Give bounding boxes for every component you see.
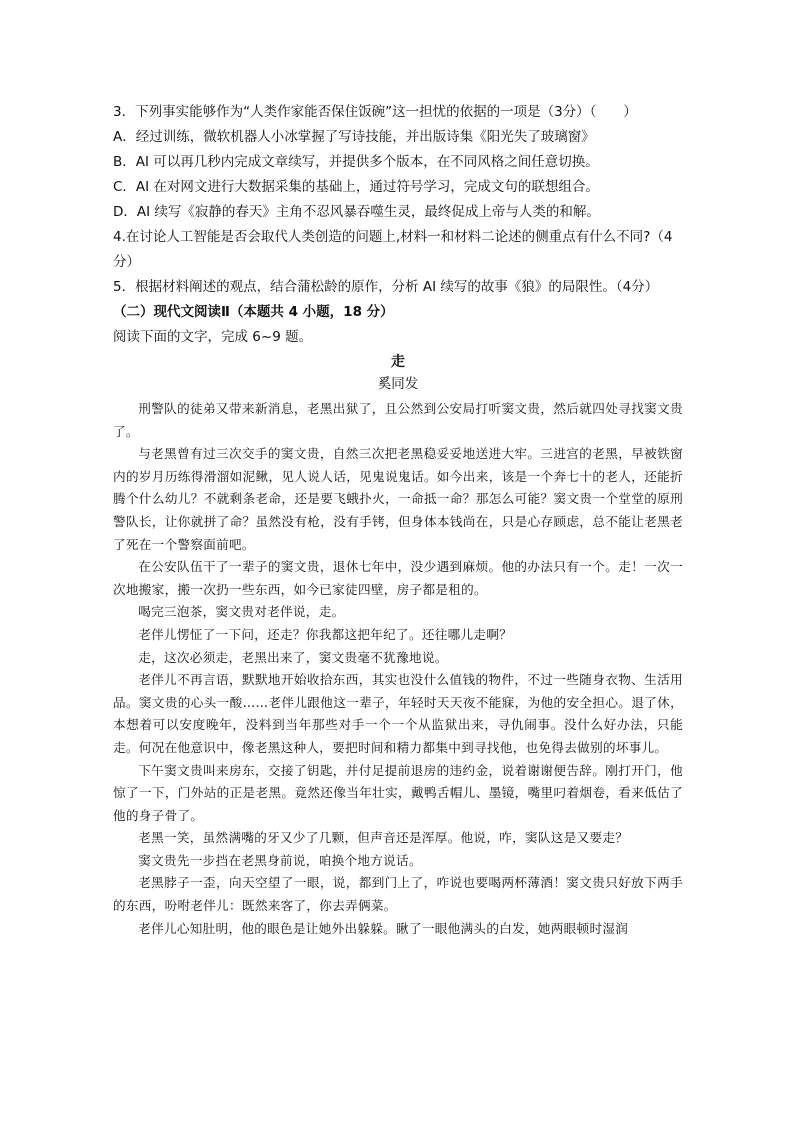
story-title: 走 [391,354,405,370]
reading-instruction: 阅读下面的文字，完成 6~9 题。 [113,329,313,345]
question-4: 4.在讨论人工智能是否会取代人类创造的问题上,材料一和材料二论述的侧重点有什么不同?（4分） [113,229,673,270]
story-paragraph: 在公安队伍干了一辈子的窦文贵，退休七年中，没少遇到麻烦。他的办法只有一个。走！一次一次地搬家，搬一次扔一些东西，如今已家徒四壁，房子都是租的。 [113,559,683,597]
question-3-stem: 3．下列事实能够作为“人类作家能否保住饭碗”这一担忧的依据的一项是（3分）（ ） [113,104,637,120]
story-paragraph: 与老黑曾有过三次交手的窦文贵，自然三次把老黑稳妥妥地送进大牢。三进宫的老黑，早被铁窗内的岁月历练得滑溜如泥鳅，见人说人话，见鬼说鬼话。如今出来，该是一个奔七十的老人，还能折腾个什么幼儿？不就剩条老命，还是要飞蛾扑火，一命抵一命？那怎么可能？窦文贵一个堂堂的原刑警队长，让你就拼了命？虽然没有枪，没有手铐，但身体本钱尚在，只是心存顾虑，总不能让老黑老了死在一个警察面前吧。 [113,446,683,552]
story-paragraph: 老伴儿心知肚明，他的眼色是让她外出躲躲。瞅了一眼他满头的白发，她两眼顿时湿润 [138,920,629,936]
story-paragraph: 窦文贵先一步挡在老黑身前说，咱换个地方说话。 [138,852,422,868]
story-paragraph: 走，这次必须走，老黑出来了，窦文贵毫不犹豫地说。 [138,649,448,665]
question-3-option-b: B．AI 可以再几秒内完成文章续写，并提供多个版本，在不同风格之间任意切换。 [113,154,599,170]
story-author: 奚同发 [377,376,419,392]
questions-block [113,100,683,350]
question-3-option-d: D．AI 续写《寂静的春天》主角不忍风暴吞噬生灵，最终促成上帝与人类的和解。 [113,204,600,220]
section-title: （二）现代文阅读Ⅱ（本题共 4 小题，18 分） [113,304,394,320]
story-paragraph: 喝完三泡茶，窦文贵对老伴说，走。 [138,604,345,620]
story-paragraph: 老伴儿愣怔了一下问，还走？你我都这把年纪了。还往哪儿走啊？ [138,626,513,642]
story-paragraph: 刑警队的徒弟又带来新消息，老黑出狱了，且公然到公安局打听窦文贵，然后就四处寻找窦文贵了。 [113,401,683,439]
story-paragraph: 老黑脖子一歪，向天空望了一眼，说，都到门上了，咋说也要喝两杯薄酒！窦文贵只好放下两手的东西，吩咐老伴儿：既然来客了，你去弄俩菜。 [113,875,683,914]
question-5: 5．根据材料阐述的观点，结合蒲松龄的原作，分析 AI 续写的故事《狼》的局限性。（4分） [113,279,659,295]
story-paragraph: 老黑一笑，虽然满嘴的牙又少了几颗，但声音还是浑厚。他说，咋，窦队这是又要走？ [138,830,629,846]
question-3-option-c: C．AI 在对网文进行大数据采集的基础上，通过符号学习，完成文句的联想组合。 [113,179,599,195]
question-3-option-a: A．经过训练，微软机器人小冰掌握了写诗技能，并出版诗集《阳光失了玻璃窗》 [113,129,595,145]
story-paragraph: 老伴儿不再言语，默默地开始收拾东西，其实也没什么值钱的物件，不过一些随身衣物、生活用品。窦文贵的心头一酸……老伴儿跟他这一辈子，年轻时天天夜不能寐，为他的安全担心。退了休，本想着可以安度晚年，没料到当年那些对手一个一个从监狱出来，寻仇闹事。没什么好办法，只能走。何况在他意识中，像老黑这种人，要把时间和精力都集中到寻找他，也免得去做别的坏事儿。 [113,672,683,755]
story-paragraph: 下午窦文贵叫来房东，交接了钥匙，并付足提前退房的违约金，说着谢谢便告辞。刚打开门，他惊了一下，门外站的正是老黑。竟然还像当年壮实，戴鸭舌帽儿、墨镜，嘴里叼着烟卷，看来低估了他的身子骨了。 [113,762,683,823]
story-passage [113,352,683,940]
